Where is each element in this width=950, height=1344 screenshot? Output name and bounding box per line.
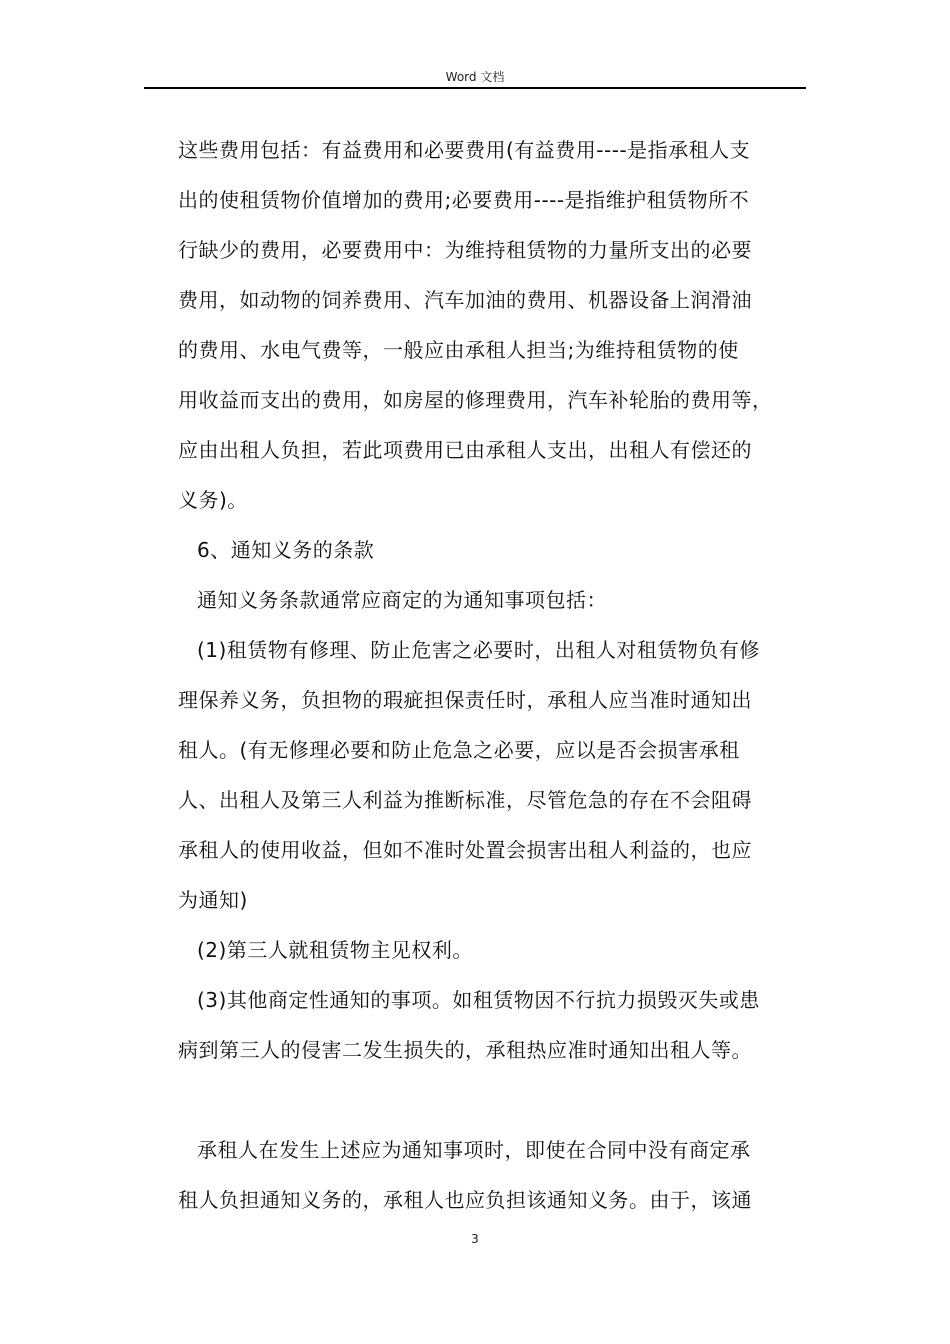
body-line: 租人负担通知义务的，承租人也应负担该通知义务。由于，该通 <box>178 1188 752 1212</box>
section-heading: 6、通知义务的条款 <box>197 538 375 562</box>
list-item: (3)其他商定性通知的事项。如租赁物因不行抗力损毁灭失或患 <box>197 988 760 1012</box>
list-item: (2)第三人就租赁物主见权利。 <box>197 938 473 962</box>
header-title: Word 文档 <box>445 70 505 84</box>
body-line: 人、出租人及第三人利益为推断标准，尽管危急的存在不会阻碍 <box>178 788 752 812</box>
body-line: 出的使租赁物价值增加的费用;必要费用----是指维护租赁物所不 <box>178 188 750 212</box>
body-line: 承租人在发生上述应为通知事项时，即使在合同中没有商定承 <box>197 1138 751 1162</box>
body-line: 用收益而支出的费用，如房屋的修理费用，汽车补轮胎的费用等， <box>178 388 773 412</box>
body-line: 病到第三人的侵害二发生损失的，承租热应准时通知出租人等。 <box>178 1038 752 1062</box>
body-line: 通知义务条款通常应商定的为通知事项包括： <box>197 588 607 612</box>
body-line: 为通知) <box>178 888 248 912</box>
body-line: 的费用、水电气费等，一般应由承租人担当;为维持租赁物的使 <box>178 338 739 362</box>
body-line: 费用，如动物的饲养费用、汽车加油的费用、机器设备上润滑油 <box>178 288 752 312</box>
page-number: 3 <box>471 1232 479 1246</box>
body-line: 这些费用包括：有益费用和必要费用(有益费用----是指承租人支 <box>178 138 751 162</box>
list-item: (1)租赁物有修理、防止危害之必要时，出租人对租赁物负有修 <box>197 638 760 662</box>
body-line: 承租人的使用收益，但如不准时处置会损害出租人利益的，也应 <box>178 838 752 862</box>
body-line: 理保养义务，负担物的瑕疵担保责任时，承租人应当准时通知出 <box>178 688 752 712</box>
body-line: 行缺少的费用，必要费用中：为维持租赁物的力量所支出的必要 <box>178 238 752 262</box>
body-line: 租人。(有无修理必要和防止危急之必要，应以是否会损害承租 <box>178 738 740 762</box>
body-line: 义务)。 <box>178 488 248 512</box>
header-rule <box>144 87 806 89</box>
body-line: 应由出租人负担，若此项费用已由承租人支出，出租人有偿还的 <box>178 438 752 462</box>
